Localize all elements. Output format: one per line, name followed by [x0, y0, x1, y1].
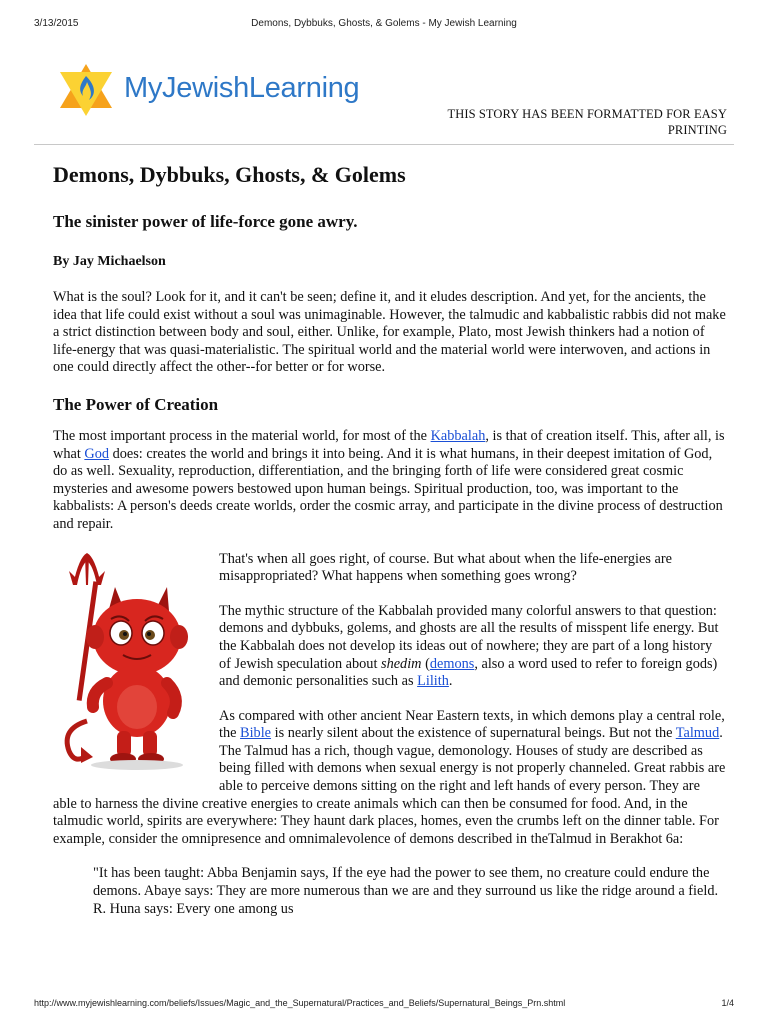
header-divider [34, 144, 734, 145]
text-run: , also a word used to refer to foreign gods) and demonic personalities such as [219, 655, 718, 690]
link-lilith[interactable]: Lilith [417, 673, 449, 690]
star-of-david-icon [56, 62, 116, 118]
print-footer [34, 998, 734, 1008]
link-god[interactable]: God [84, 445, 109, 462]
site-logo[interactable] [56, 62, 396, 118]
text-run: ( [421, 655, 430, 672]
text-run: The mythic structure of the Kabbalah provided many colorful answers to that question: demons and dybbuks, golems, and ghosts are all the results of misspent life energy. But the Kabbalah does not develop its ideas out of nowhere; they are part of a long history of Jewish speculation about [219, 602, 719, 672]
article-title: Demons, Dybbuks, Ghosts, & Golems [53, 162, 406, 187]
print-date: 3/13/2015 [34, 18, 79, 29]
intro-paragraph: What is the soul? Look for it, and it can't be seen; define it, and it eludes description. And yet, for the ancients, the idea that life could exist without a soul was unimaginable. However, the talmudic and kabbalistic rabbis did not make a strict distinction between body and soul, either. Unlike, for example, Plato, most Jewish thinkers had a notion of life-energy that was quasi-materialistic. The spiritual world and the material world were interwoven, and actions in one could directly affect the other--for better or for worse. [53, 289, 726, 376]
article-body [53, 160, 727, 935]
page-number: 1/4 [721, 998, 734, 1008]
print-format-note: THIS STORY HAS BEEN FORMATTED FOR EASY PRINTING [447, 107, 727, 137]
section-heading: The Power of Creation [53, 394, 219, 414]
paragraph-misappropriated: That's when all goes right, of course. But what about when the life-energies are misappropriated? What happens when something goes wrong? [219, 550, 672, 585]
text-run: . The Talmud has a rich, though vague, demonology. Houses of study are described as being filled with demons when sexual energy is not properly channeled. Great rabbis are able to perceive demons sitting on the right and left hands of every person. They are able to harness the divine creative energies to create animals which can then be consumed for food. And, in the talmudic world, spirits are everywhere: They haunt dark places, homes, even the crumbs left on the dinner table. For example, consider the omnipresence and omnimalevolence of demons described in theTalmud in Berakhot 6a: [53, 725, 726, 847]
print-page-title: Demons, Dybbuks, Ghosts, & Golems - My Jewish Learning [251, 18, 517, 29]
blockquote-berakhot: "It has been taught: Abba Benjamin says, If the eye had the power to see them, no creature could endure the demons. Abaye says: They are more numerous than we are and they surround us like the ridge around a field. R. Huna says: Every one among us [93, 865, 719, 917]
link-demons[interactable]: demons [429, 655, 475, 672]
text-run: As compared with other ancient Near Eastern texts, in which demons play a central role, the [219, 707, 725, 742]
text-run: , is that of creation itself. This, after all, is what [53, 427, 725, 462]
text-run: does: creates the world and brings it into being. And it is what humans, in their deepest imitation of God, do as well. Sexuality, reproduction, differentiation, and the bringing forth of life were considered great cosmic mysteries and awesome powers bestowed upon human beings. Spiritual production, too, was important to the kabbalists: A person's deeds create worlds, order the cosmic array, and participate in the divine process of destruction and repair. [53, 445, 723, 532]
link-bible[interactable]: Bible [240, 725, 272, 742]
text-run: is nearly silent about the existence of supernatural beings. But not the [271, 725, 676, 742]
shedim-term: shedim [381, 655, 422, 672]
paragraph-creation [53, 428, 727, 534]
text-run: . [448, 673, 453, 690]
article-byline: By Jay Michaelson [53, 254, 166, 269]
footer-url: http://www.myjewishlearning.com/beliefs/Issues/Magic_and_the_Supernatural/Practices_and_Beliefs/Supernatural_Beings_Prn.shtml [34, 998, 566, 1008]
text-run: The most important process in the material world, for most of the [53, 427, 431, 444]
link-talmud[interactable]: Talmud [675, 725, 720, 742]
article-subtitle: The sinister power of life-force gone awry. [53, 212, 358, 231]
devil-illustration [57, 551, 207, 775]
link-kabbalah[interactable]: Kabbalah [430, 427, 486, 444]
logo-wordmark: MyJewishLearning [124, 72, 360, 104]
